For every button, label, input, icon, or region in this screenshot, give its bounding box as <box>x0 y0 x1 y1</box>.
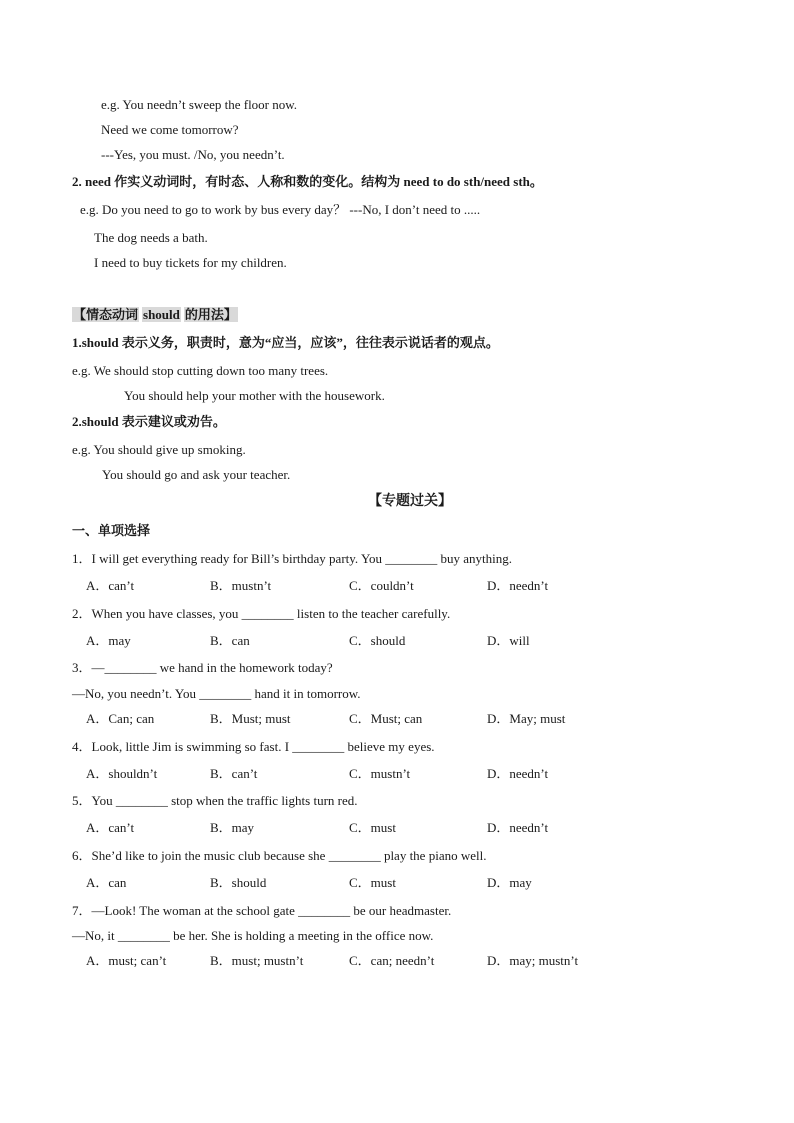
practice-section-label: 一、单项选择 <box>72 523 151 538</box>
should-point-1-example-2: You should help your mother with the housework. <box>124 388 385 403</box>
answer-option: D．may; mustn’t <box>487 953 579 968</box>
need-example-1: e.g. You needn’t sweep the floor now. <box>101 97 298 112</box>
question-stem: 2．When you have classes, you ________ listen to the teacher carefully. <box>72 606 451 621</box>
should-point-2-example-2: You should go and ask your teacher. <box>102 467 291 482</box>
question-stem: 7．—Look! The woman at the school gate ________ be our headmaster. <box>72 903 452 918</box>
question-stem: 5．You ________ stop when the traffic lights turn red. <box>72 793 358 808</box>
need-point-2-example-1: e.g. Do you need to go to work by bus every day？ ---No, I don’t need to ..... <box>80 202 481 217</box>
answer-option: A．can’t <box>86 578 135 593</box>
answer-option: A．can <box>86 875 127 890</box>
answer-option: D．needn’t <box>487 766 549 781</box>
need-point-2-heading: 2. need 作实义动词时，有时态、人称和数的变化。结构为 need to do sth/need sth。 <box>72 174 543 189</box>
question-stem-continued: —No, it ________ be her. She is holding a meeting in the office now. <box>72 928 434 943</box>
need-example-2: Need we come tomorrow? <box>101 122 239 137</box>
answer-option: A．shouldn’t <box>86 766 158 781</box>
question-stem-continued: —No, you needn’t. You ________ hand it in tomorrow. <box>72 686 361 701</box>
answer-option: B．must; mustn’t <box>210 953 304 968</box>
question-stem: 3．—________ we hand in the homework today? <box>72 660 333 675</box>
answer-option: A．may <box>86 633 131 648</box>
should-point-1-example-1: e.g. We should stop cutting down too many trees. <box>72 363 329 378</box>
question-stem: 6．She’d like to join the music club because she ________ play the piano well. <box>72 848 487 863</box>
answer-option: A．Can; can <box>86 711 155 726</box>
need-example-3: ---Yes, you must. /No, you needn’t. <box>101 147 285 162</box>
practice-title: 【专题过关】 <box>368 494 452 509</box>
question-stem: 1．I will get everything ready for Bill’s birthday party. You ________ buy anything. <box>72 551 513 566</box>
need-point-2-example-3: I need to buy tickets for my children. <box>94 255 287 270</box>
answer-option: C．Must; can <box>349 711 423 726</box>
answer-option: C．mustn’t <box>349 766 411 781</box>
should-title-open: 【情态动词 <box>73 307 139 322</box>
answer-option: B．can’t <box>210 766 258 781</box>
answer-option: B．Must; must <box>210 711 291 726</box>
answer-option: C．can; needn’t <box>349 953 435 968</box>
answer-option: D．will <box>487 633 530 648</box>
answer-option: C．should <box>349 633 406 648</box>
should-point-2-example-1: e.g. You should give up smoking. <box>72 442 246 457</box>
answer-option: D．needn’t <box>487 578 549 593</box>
answer-option: B．mustn’t <box>210 578 272 593</box>
should-title-word: should <box>143 307 180 322</box>
should-title-close: 的用法】 <box>184 307 237 322</box>
answer-option: A．must; can’t <box>86 953 167 968</box>
answer-option: B．can <box>210 633 250 648</box>
answer-option: B．may <box>210 820 255 835</box>
answer-option: C．must <box>349 820 396 835</box>
answer-option: D．may <box>487 875 532 890</box>
should-point-2-heading: 2.should 表示建议或劝告。 <box>72 414 226 429</box>
answer-option: C．couldn’t <box>349 578 414 593</box>
answer-option: D．May; must <box>487 711 566 726</box>
should-section-title <box>72 307 238 323</box>
answer-option: C．must <box>349 875 396 890</box>
answer-option: B．should <box>210 875 267 890</box>
answer-option: D．needn’t <box>487 820 549 835</box>
answer-option: A．can’t <box>86 820 135 835</box>
question-stem: 4．Look, little Jim is swimming so fast. I ________ believe my eyes. <box>72 739 435 754</box>
need-point-2-example-2: The dog needs a bath. <box>94 230 208 245</box>
should-point-1-heading: 1.should 表示义务，职责时，意为“应当，应该”，往往表示说话者的观点。 <box>72 335 499 350</box>
